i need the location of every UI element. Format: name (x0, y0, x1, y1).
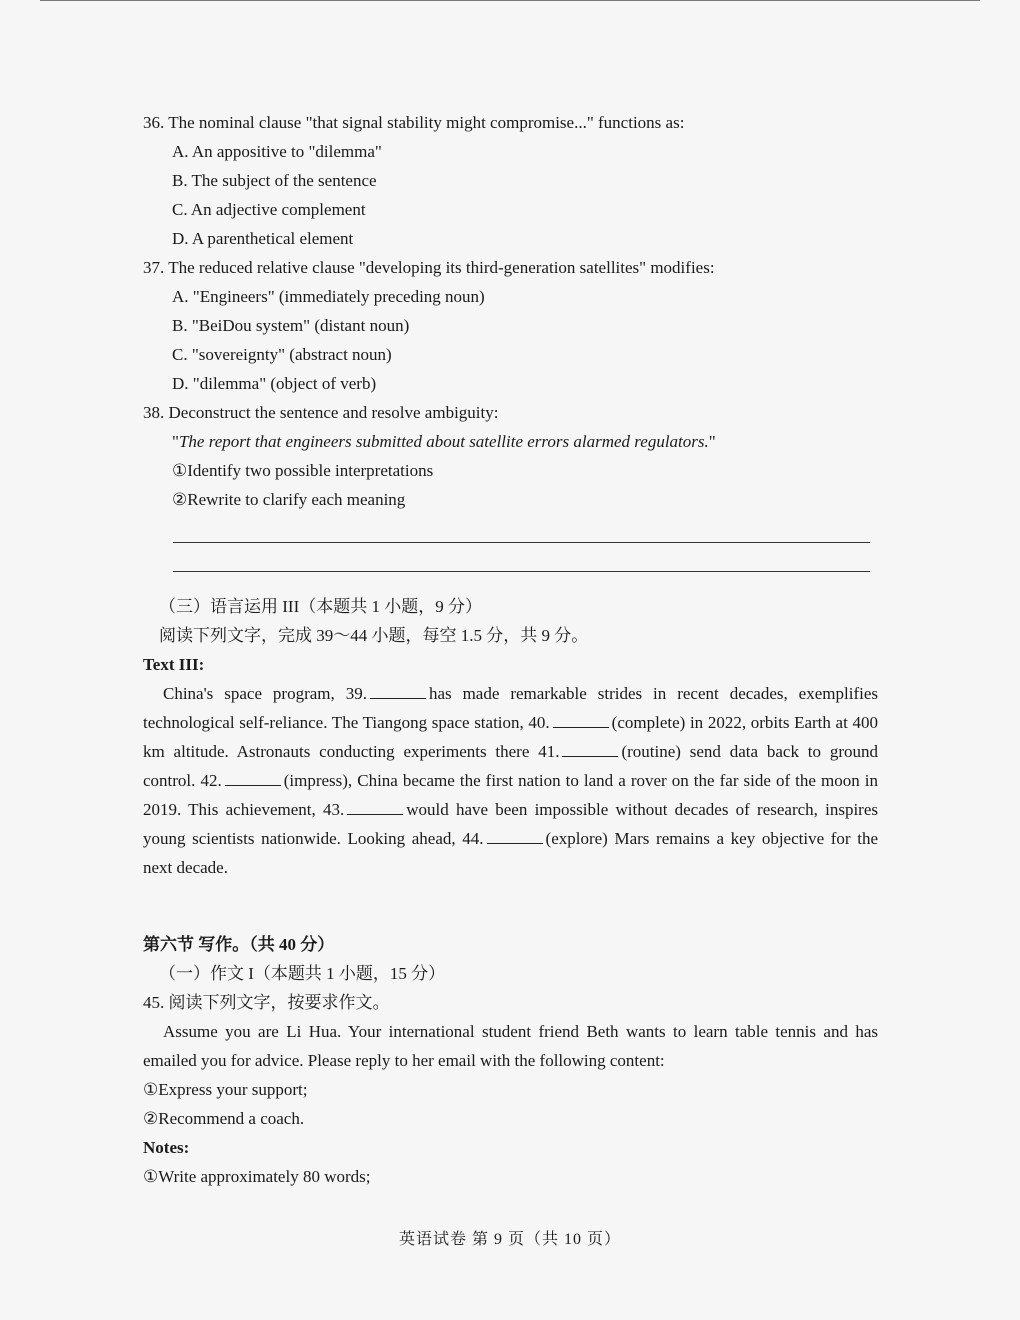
text3-seg-6: would have been impossible without decades of research, inspires young scientists nationwide. Looking ahead, 44. (143, 800, 879, 848)
q38-task-2: ②Rewrite to clarify each meaning (172, 490, 406, 509)
q38-answer-line-2[interactable] (173, 543, 870, 572)
q38-stem: 38. Deconstruct the sentence and resolve ambiguity: (143, 403, 499, 422)
section6-sub-heading: （一）作文 I（本题共 1 小题，15 分） (159, 964, 446, 983)
q37-option-a: A. "Engineers" (immediately preceding noun) (172, 287, 485, 306)
q45-stem: 45. 阅读下列文字，按要求作文。 (143, 993, 390, 1012)
notes-label: Notes: (143, 1138, 190, 1157)
q36-option-b: B. The subject of the sentence (172, 171, 377, 190)
q37-option-b: B. "BeiDou system" (distant noun) (172, 316, 410, 335)
blank-40[interactable] (553, 709, 609, 728)
q38-quote-close: " (708, 432, 716, 451)
section6-heading: 第六节 写作。（共 40 分） (143, 935, 335, 954)
q38-task-1: ①Identify two possible interpretations (172, 461, 434, 480)
q38-quote-text: The report that engineers submitted about satellite errors alarmed regulators. (178, 432, 709, 451)
text3-seg-5: (impress), China became the first nation to land a rover on the far side of the moon in 2019. This achievement, 43. (143, 771, 879, 819)
q37-option-c: C. "sovereignty" (abstract noun) (172, 345, 392, 364)
q45-prompt: Assume you are Li Hua. Your international student friend Beth wants to learn table tennis and has emailed you for advice. Please reply to her email with the following content: (143, 1022, 878, 1070)
top-rule (40, 0, 980, 1)
blank-41[interactable] (562, 738, 618, 757)
q36-option-a: A. An appositive to "dilemma" (172, 142, 382, 161)
text3-paragraph (143, 679, 878, 882)
q36-option-c: C. An adjective complement (172, 200, 366, 219)
blank-43[interactable] (347, 796, 403, 815)
note-1: ①Write approximately 80 words; (143, 1167, 371, 1186)
section3-instruction: 阅读下列文字，完成 39～44 小题，每空 1.5 分，共 9 分。 (159, 626, 589, 645)
q38-quote-open: " (172, 432, 179, 451)
text3-seg-1: China's space program, 39. (163, 684, 367, 703)
q38-quote (172, 427, 878, 456)
text3-seg-7: (explore) Mars remains a key objective for the next decade. (143, 829, 878, 877)
section3-heading: （三）语言运用 III（本题共 1 小题，9 分） (159, 597, 482, 616)
blank-42[interactable] (225, 767, 281, 786)
text3-seg-4: (routine) send data back to ground control. 42. (143, 742, 878, 790)
text3-seg-2: has made remarkable strides in recent decades, exemplifies technological self-reliance. The Tiangong space station, 40. (143, 684, 878, 732)
blank-44[interactable] (487, 825, 543, 844)
q37-option-d: D. "dilemma" (object of verb) (172, 374, 377, 393)
q38-answer-line-1[interactable] (173, 514, 870, 543)
page-footer: 英语试卷 第 9 页（共 10 页） (398, 1231, 621, 1248)
spacer (143, 572, 878, 592)
q45-point-2: ②Recommend a coach. (143, 1109, 305, 1128)
q45-point-1: ①Express your support; (143, 1080, 308, 1099)
q36-stem: 36. The nominal clause "that signal stability might compromise..." functions as: (143, 113, 685, 132)
spacer (143, 882, 878, 930)
q37-stem: 37. The reduced relative clause "developing its third-generation satellites" modifies: (143, 258, 715, 277)
text3-seg-3: (complete) in 2022, orbits Earth at 400 km altitude. Astronauts conducting experiments there 41. (143, 713, 878, 761)
q36-option-d: D. A parenthetical element (172, 229, 354, 248)
page-content (143, 108, 878, 1191)
text3-title: Text III: (143, 655, 205, 674)
blank-39[interactable] (370, 680, 426, 699)
